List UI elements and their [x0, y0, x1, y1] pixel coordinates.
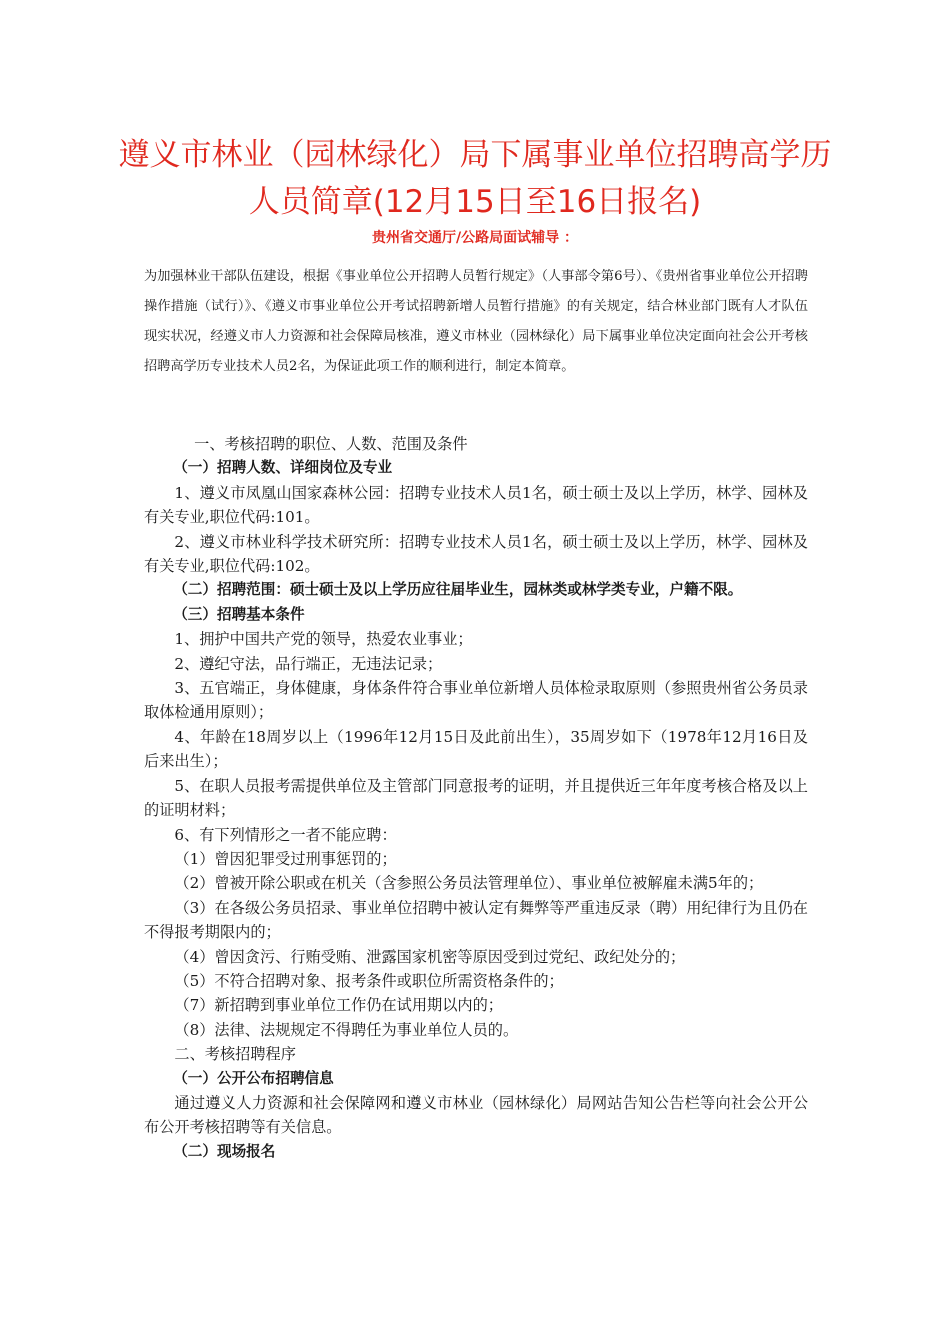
paragraph: 2、遵纪守法，品行端正，无违法记录；	[174, 654, 443, 673]
paragraph: （3）在各级公务员招录、事业单位招聘中被认定有舞弊等严重违反录（聘）用纪律行为且仍在不得报考期限内的；	[144, 898, 808, 942]
paragraph: （4）曾因贪污、行贿受贿、泄露国家机密等原因受到过党纪、政纪处分的；	[174, 947, 686, 966]
document-title-line-1: 遵义市林业（园林绿化）局下属事业单位招聘高学历	[118, 137, 832, 173]
paragraph: （8）法律、法规规定不得聘任为事业单位人员的。	[174, 1020, 519, 1039]
paragraph: 4、年龄在18周岁以上（1996年12月15日及此前出生），35周岁如下（1978年12月16日及后来出生）；	[144, 727, 808, 771]
paragraph: （2）曾被开除公职或在机关（含参照公务员法管理单位）、事业单位被解雇未满5年的；	[174, 874, 764, 893]
paragraph: （1）曾因犯罪受过刑事惩罚的；	[174, 849, 397, 868]
section-heading: （二）招聘范围：硕士硕士及以上学历应往届毕业生，园林类或林学类专业，户籍不限。	[173, 581, 743, 599]
section-heading: （一）公开公布招聘信息	[173, 1069, 334, 1087]
section-heading: （二）现场报名	[173, 1142, 276, 1160]
paragraph: 3、五官端正，身体健康，身体条件符合事业单位新增人员体检录取原则（参照贵州省公务员录取体检通用原则）；	[144, 679, 808, 722]
paragraph: 2、遵义市林业科学技术研究所：招聘专业技术人员1名，硕士硕士及以上学历，林学、园林及有关专业,职位代码:102。	[144, 532, 808, 576]
document-title-line-2: 人员简章(12月15日至16日报名)	[248, 184, 702, 220]
paragraph: 5、在职人员报考需提供单位及主管部门同意报考的证明，并且提供近三年年度考核合格及以上的证明材料；	[144, 776, 808, 820]
paragraph: 1、遵义市凤凰山国家森林公园：招聘专业技术人员1名，硕士硕士及以上学历，林学、园林及有关专业,职位代码:101。	[144, 483, 808, 527]
document-subtitle: 贵州省交通厅/公路局面试辅导 ：	[372, 230, 578, 246]
paragraph: （5）不符合招聘对象、报考条件或职位所需资格条件的；	[174, 971, 564, 990]
paragraph: （7）新招聘到事业单位工作仍在试用期以内的；	[174, 996, 503, 1015]
paragraph: 二、考核招聘程序	[174, 1045, 296, 1064]
paragraph: 一、考核招聘的职位、人数、范围及条件	[194, 435, 468, 453]
paragraph: 通过遵义人力资源和社会保障网和遵义市林业（园林绿化）局网站告知公告栏等向社会公开公布公开考核招聘等有关信息。	[144, 1093, 808, 1137]
section-heading: （三）招聘基本条件	[173, 605, 305, 623]
intro-paragraph: 为加强林业干部队伍建设，根据《事业单位公开招聘人员暂行规定》（人事部令第6号）、《贵州省事业单位公开招聘操作措施（试行）》、《遵义市事业单位公开考试招聘新增人员暂行措施》的有关规定，结合林业部门既有人才队伍现实状况，经遵义市人力资源和社会保障局核准，遵义市林业（园林绿化）局下属事业单位决定面向社会公开考核招聘高学历专业技术人员2名，为保证此项工作的顺利进行，制定本简章。	[144, 269, 808, 374]
paragraph: 1、拥护中国共产党的领导，热爱农业事业；	[174, 630, 473, 649]
section-heading: （一）招聘人数、详细岗位及专业	[173, 459, 393, 477]
document-body	[144, 422, 808, 1164]
paragraph: 6、有下列情形之一者不能应聘：	[174, 825, 397, 844]
